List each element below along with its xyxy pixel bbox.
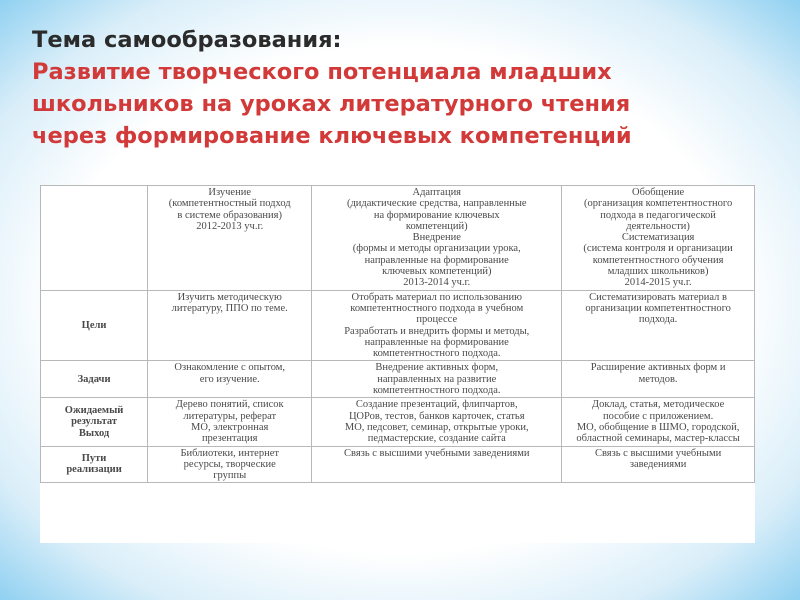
header-stage-adaptation <box>312 186 562 291</box>
cell-line: Библиотеки, интернет <box>180 447 279 459</box>
cell-line: Связь с высшими учебными <box>594 447 722 459</box>
title-topic-line-2: школьников на уроках литературного чтения <box>32 91 631 117</box>
stage-sub-name: Систематизация <box>621 232 695 244</box>
stage-years: 2014-2015 уч.г. <box>624 277 692 289</box>
cell-line: компетентностного подхода в учебном <box>350 302 524 314</box>
cell-line: заведениями <box>629 458 687 470</box>
stage-desc: (организация компетентностного <box>583 198 733 210</box>
cell-line: Дерево понятий, список <box>175 399 284 411</box>
cell-line: литературы, реферат <box>183 410 277 422</box>
stage-desc: подхода в педагогической <box>600 209 716 221</box>
cell-line: Связь с высшими учебными заведениями <box>344 447 530 459</box>
stage-desc: компетенций) <box>405 220 468 232</box>
cell-generalization <box>562 446 755 483</box>
header-stage-generalization <box>562 186 755 291</box>
stage-name: Изучение <box>208 187 251 198</box>
row-head-line: результат <box>71 416 118 428</box>
cell-line: МО, педсовет, семинар, открытые уроки, <box>344 421 529 433</box>
cell-adaptation <box>312 446 562 483</box>
row-head: Задачи <box>41 361 148 398</box>
cell-line: литературу, ППО по теме. <box>171 302 288 314</box>
stage-sub-name: Внедрение <box>412 232 461 244</box>
cell-line: Ознакомление с опытом, <box>174 362 286 374</box>
stage-desc: младших школьников) <box>607 266 709 278</box>
cell-line: Расширение активных форм и <box>590 362 726 374</box>
cell-line: Изучить методическую <box>177 291 282 303</box>
stage-desc: компетентностного обучения <box>592 254 724 266</box>
cell-line: Создание презентаций, флипчартов, <box>355 399 518 411</box>
cell-study <box>148 398 312 446</box>
stage-desc: деятельности) <box>626 220 690 232</box>
cell-line: педмастерские, создание сайта <box>367 433 506 445</box>
stage-name: Адаптация <box>412 187 462 198</box>
cell-line: организации компетентностного <box>585 302 731 314</box>
header-empty-cell <box>41 186 148 291</box>
title-topic-line-1: Развитие творческого потенциала младших <box>32 59 612 85</box>
title-label: Тема самообразования: <box>32 27 342 53</box>
cell-generalization <box>562 361 755 398</box>
cell-line: Разработать и внедрить формы и методы, <box>344 325 530 337</box>
cell-adaptation <box>312 290 562 361</box>
cell-line: ресурсы, творческие <box>183 458 276 470</box>
cell-adaptation <box>312 361 562 398</box>
cell-line: Внедрение активных форм, <box>375 362 499 374</box>
table-header-row <box>41 186 755 291</box>
cell-line: МО, обобщение в ШМО, городской, <box>576 421 740 433</box>
cell-line: его изучение. <box>199 373 260 385</box>
table-row-tasks <box>41 361 755 398</box>
row-head <box>41 446 148 483</box>
cell-line: Доклад, статья, методическое <box>591 399 725 411</box>
header-stage-study <box>148 186 312 291</box>
slide-title <box>32 24 782 152</box>
stage-name: Обобщение <box>632 187 685 198</box>
cell-line: направленные на формирование <box>364 336 509 348</box>
cell-line: методов. <box>638 373 678 385</box>
cell-study <box>148 361 312 398</box>
row-head-line: Пути <box>81 453 107 465</box>
cell-line: компетентностного подхода. <box>373 348 501 360</box>
row-head <box>41 398 148 446</box>
table-row-goals <box>41 290 755 361</box>
stage-desc: ключевых компетенций) <box>382 266 492 278</box>
row-head-line: Ожидаемый <box>64 404 124 416</box>
cell-line: группы <box>213 470 247 482</box>
cell-line: направленных на развитие <box>377 373 497 385</box>
cell-line: подхода. <box>638 314 678 326</box>
cell-line: ЦОРов, тестов, банков карточек, статья <box>348 410 525 422</box>
table-row-expected-result <box>41 398 755 446</box>
cell-line: областной семинары, мастер-классы <box>576 433 740 445</box>
stage-desc: на формирование ключевых <box>373 209 500 221</box>
row-head: Цели <box>41 290 148 361</box>
plan-table <box>40 185 755 483</box>
stage-desc: (дидактические средства, направленные <box>346 198 527 210</box>
cell-line: компетентностного подхода. <box>373 385 501 397</box>
table-row-ways <box>41 446 755 483</box>
stage-desc: (компетентностный подход <box>168 198 291 210</box>
stage-years: 2013-2014 уч.г. <box>403 277 471 289</box>
stage-desc: направленные на формирование <box>364 254 509 266</box>
title-topic-line-3: через формирование ключевых компетенций <box>32 123 632 149</box>
stage-desc: (формы и методы организации урока, <box>352 243 521 255</box>
stage-years: 2012-2013 уч.г. <box>196 220 264 232</box>
cell-line: процессе <box>416 314 458 326</box>
cell-study <box>148 290 312 361</box>
stage-desc: в системе образования) <box>177 209 282 221</box>
cell-generalization <box>562 290 755 361</box>
cell-line: Систематизировать материал в <box>589 291 728 303</box>
cell-line: презентация <box>201 433 258 445</box>
stage-desc: (система контроля и организации <box>583 243 733 255</box>
cell-line: Отобрать материал по использованию <box>351 291 522 303</box>
cell-line: пособие с приложением. <box>602 410 714 422</box>
cell-study <box>148 446 312 483</box>
plan-table-wrap <box>40 185 755 543</box>
cell-generalization <box>562 398 755 446</box>
cell-line: МО, электронная <box>191 421 269 433</box>
row-head-line: реализации <box>66 464 122 476</box>
cell-adaptation <box>312 398 562 446</box>
row-head-line: Выход <box>78 427 110 439</box>
